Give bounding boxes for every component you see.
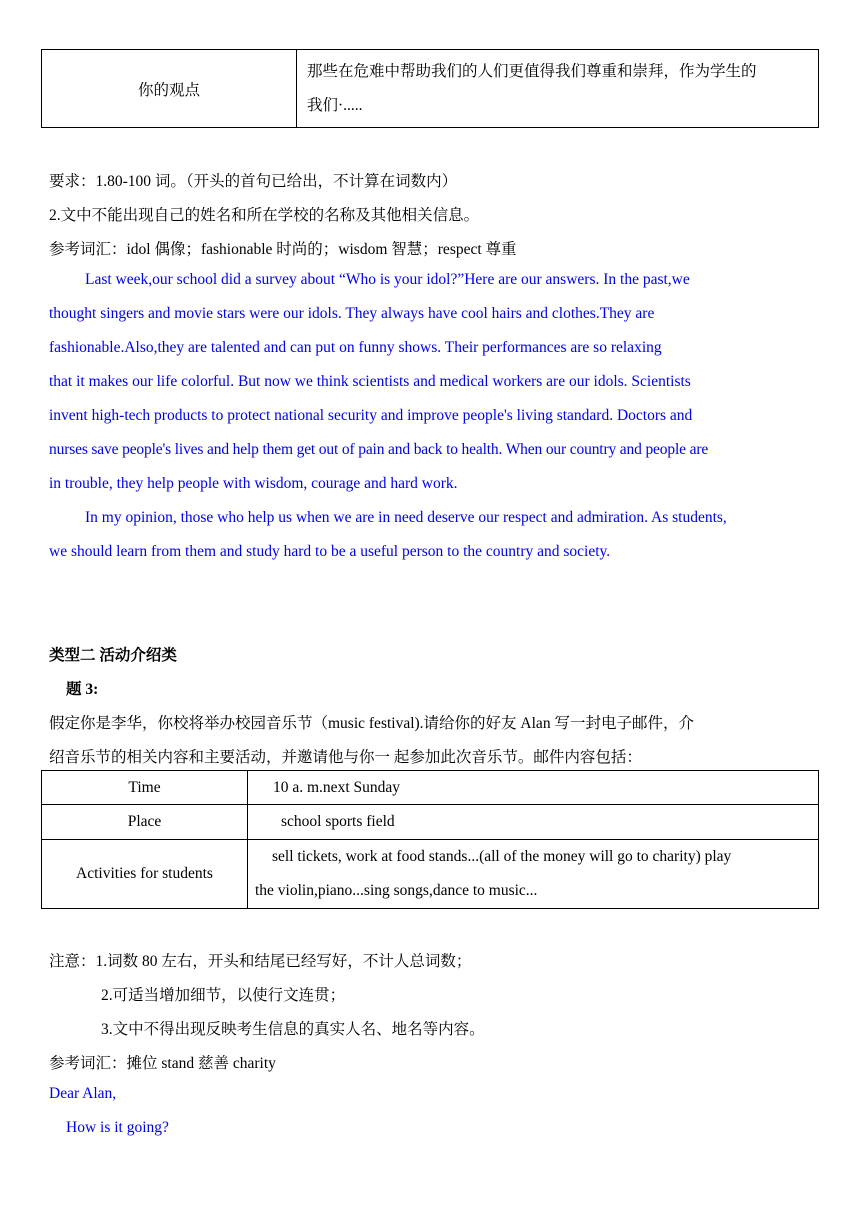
- table-cell-label: [42, 771, 248, 805]
- opinion-content-line: 那些在危难中帮助我们的人们更值得我们尊重和崇拜，作为学生的: [307, 62, 757, 80]
- activities-value-line: the violin,piano...sing songs,dance to music...: [255, 882, 538, 899]
- opinion-label-cell: [42, 50, 297, 128]
- question-number: 题 3:: [66, 681, 99, 698]
- requirement-line-1: 要求：1.80-100 词。（开头的首句已给出，不计算在词数内）: [49, 173, 458, 190]
- place-value: school sports field: [281, 813, 395, 830]
- letter-opening: How is it going?: [66, 1119, 169, 1136]
- table-row: [42, 840, 819, 909]
- section-heading: 类型二 活动介绍类: [49, 647, 177, 664]
- table-cell-value: [248, 771, 819, 805]
- time-label: Time: [128, 778, 161, 796]
- essay-line: fashionable.Also,they are talented and can put on funny shows. Their performances are so relaxing: [49, 339, 662, 356]
- essay-line: nurses save people's lives and help them get out of pain and back to health. When our country and people are: [49, 441, 709, 458]
- note-vocab: 参考词汇：摊位 stand 慈善 charity: [49, 1055, 276, 1072]
- essay-line: In my opinion, those who help us when we are in need deserve our respect and admiration. As students,: [85, 509, 727, 526]
- prompt-line: 绍音乐节的相关内容和主要活动，并邀请他与你一 起参加此次音乐节。邮件内容包括：: [49, 749, 642, 766]
- essay-line: thought singers and movie stars were our idols. They always have cool hairs and clothes.They are: [49, 305, 655, 322]
- opinion-content-line: 我们·.....: [307, 96, 363, 114]
- time-value: 10 a. m.next Sunday: [273, 778, 400, 796]
- essay-line: that it makes our life colorful. But now we think scientists and medical workers are our idols. Scientists: [49, 373, 691, 390]
- activities-value-line: sell tickets, work at food stands...(all of the money will go to charity) play: [272, 848, 732, 865]
- table-row: [42, 771, 819, 805]
- place-label: Place: [127, 813, 162, 830]
- note-line-1: 注意：1.词数 80 左右，开头和结尾已经写好，不计人总词数；: [49, 953, 472, 970]
- table-row: [42, 805, 819, 840]
- opinion-label: 你的观点: [137, 81, 200, 99]
- letter-greeting: Dear Alan,: [49, 1085, 117, 1102]
- essay-line: in trouble, they help people with wisdom, courage and hard work.: [49, 475, 458, 492]
- table-cell-value: [248, 805, 819, 840]
- activities-label: Activities for students: [76, 865, 213, 882]
- essay-line: Last week,our school did a survey about “Who is your idol?”Here are our answers. In the past,we: [85, 271, 690, 288]
- table-cell-label: [42, 840, 248, 909]
- table-cell-label: [42, 805, 248, 840]
- essay-line: invent high-tech products to protect national security and improve people's living standard. Doctors and: [49, 407, 693, 424]
- prompt-line: 假定你是李华，你校将举办校园音乐节（music festival).请给你的好友 Alan 写一封电子邮件，介: [49, 715, 694, 732]
- note-line-3: 3.文中不得出现反映考生信息的真实人名、地名等内容。: [101, 1021, 485, 1038]
- requirement-line-2: 2.文中不能出现自己的姓名和所在学校的名称及其他相关信息。: [49, 207, 480, 224]
- festival-table: [41, 770, 819, 909]
- essay-line: we should learn from them and study hard to be a useful person to the country and society.: [49, 543, 611, 560]
- opinion-content-cell: [297, 50, 819, 128]
- opinion-table: [41, 49, 819, 128]
- requirement-vocab: 参考词汇：idol 偶像；fashionable 时尚的；wisdom 智慧；respect 尊重: [49, 241, 517, 258]
- table-cell-value: [248, 840, 819, 909]
- note-line-2: 2.可适当增加细节，以使行文连贯；: [101, 987, 346, 1004]
